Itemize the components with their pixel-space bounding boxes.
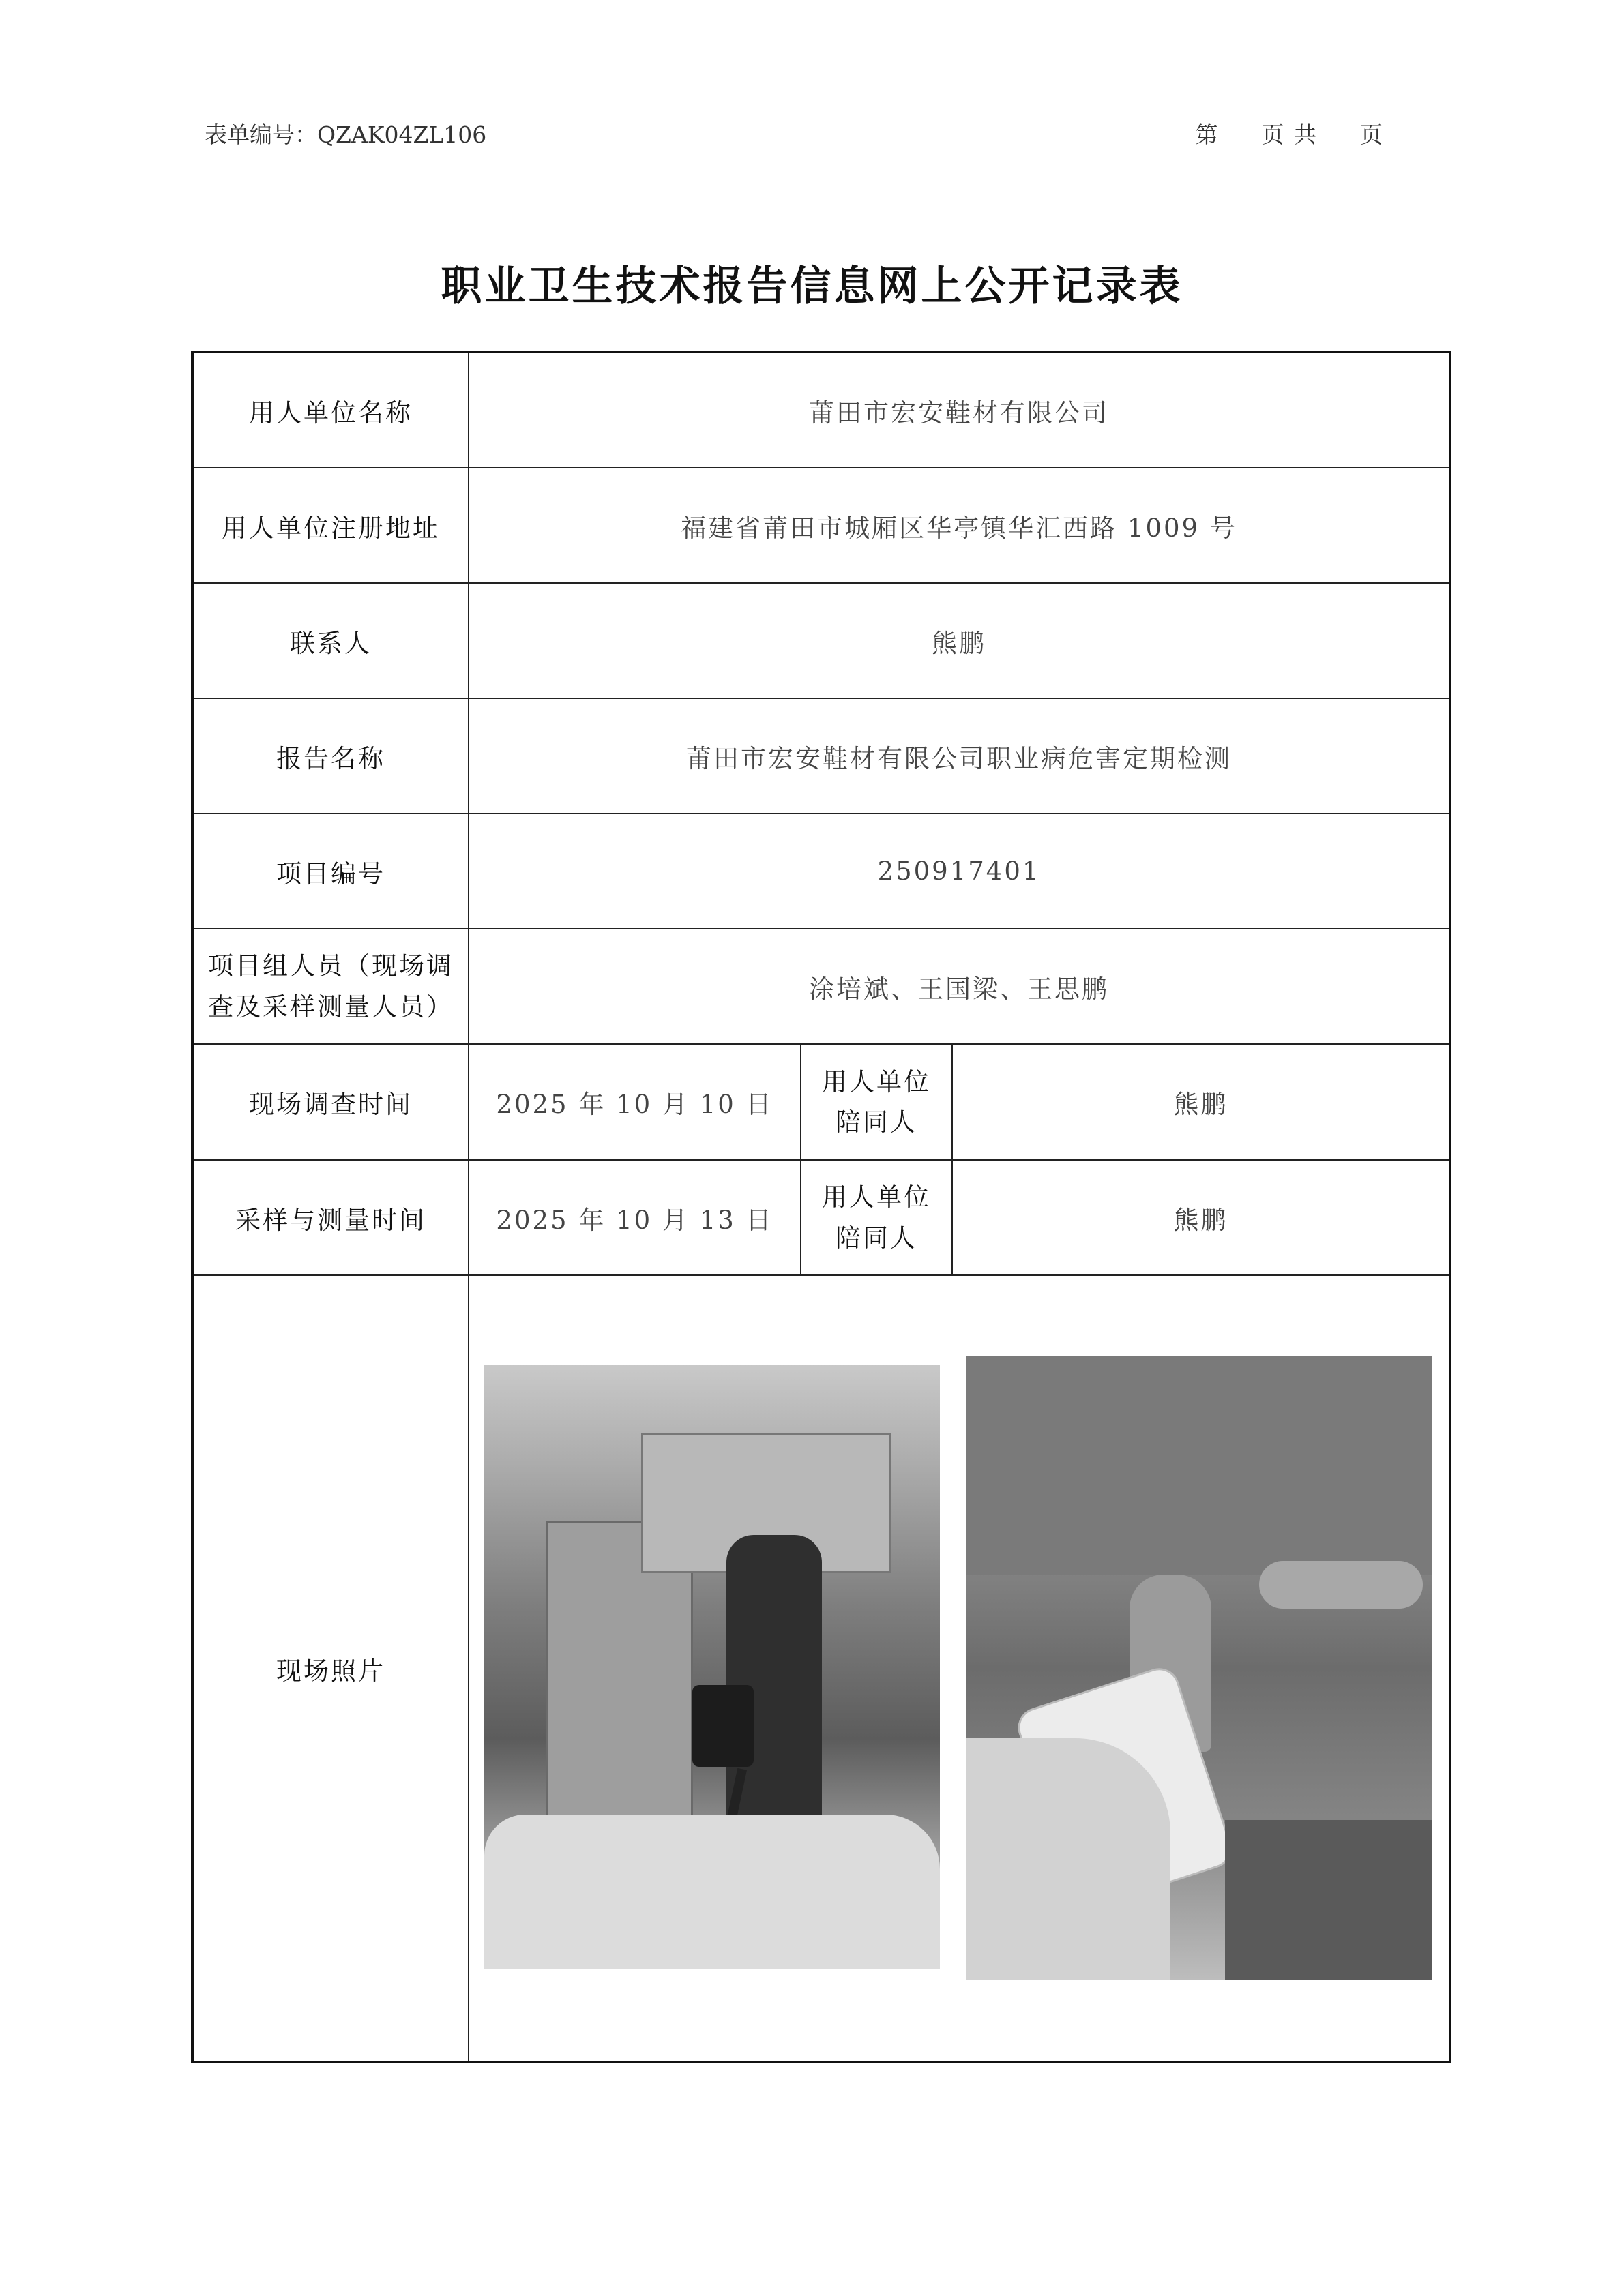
report-name-value: 莆田市宏安鞋材有限公司职业病危害定期检测 [469, 698, 1450, 814]
row-team [192, 929, 1450, 1044]
report-name-label: 报告名称 [192, 698, 469, 814]
sampling-time-value: 2025 年 10 月 13 日 [469, 1160, 801, 1275]
team-label-line2: 查及采样测量人员） [208, 992, 454, 1022]
row-survey-time [192, 1044, 1450, 1160]
project-no-label: 项目编号 [192, 814, 469, 929]
page-indicator [1196, 117, 1385, 149]
document-title: 职业卫生技术报告信息网上公开记录表 [441, 263, 1183, 310]
page-ye: 页 [1360, 121, 1384, 148]
employer-address-value: 福建省莆田市城厢区华亭镇华汇西路 1009 号 [469, 468, 1450, 583]
survey-time-label: 现场调查时间 [192, 1044, 469, 1160]
row-contact [192, 583, 1450, 698]
record-table [191, 351, 1451, 2063]
row-project-no [192, 814, 1450, 929]
sampling-time-label: 采样与测量时间 [192, 1160, 469, 1275]
contact-label: 联系人 [192, 583, 469, 698]
team-label [192, 929, 469, 1044]
site-photo-1 [484, 1365, 940, 1969]
row-sampling-time [192, 1160, 1450, 1275]
employer-name-value: 莆田市宏安鞋材有限公司 [469, 352, 1450, 468]
site-photo-2 [966, 1356, 1432, 1980]
sampling-escort-label-line1: 用人单位 [822, 1182, 931, 1212]
survey-time-value: 2025 年 10 月 10 日 [469, 1044, 801, 1160]
contact-value: 熊鹏 [469, 583, 1450, 698]
team-label-line1: 项目组人员（现场调 [208, 951, 454, 981]
page-ye-gong: 页 共 [1261, 121, 1318, 148]
row-employer-name [192, 352, 1450, 468]
employer-address-label: 用人单位注册地址 [192, 468, 469, 583]
photos-cell [469, 1275, 1450, 2062]
row-report-name [192, 698, 1450, 814]
row-photos [192, 1275, 1450, 2062]
survey-escort-label-line1: 用人单位 [822, 1067, 931, 1097]
sampling-escort-value: 熊鹏 [952, 1160, 1450, 1275]
row-employer-address [192, 468, 1450, 583]
team-value: 涂培斌、王国梁、王思鹏 [469, 929, 1450, 1044]
project-no-value: 250917401 [469, 814, 1450, 929]
photos-label: 现场照片 [192, 1275, 469, 2062]
survey-escort-value: 熊鹏 [952, 1044, 1450, 1160]
sampling-escort-label [801, 1160, 952, 1275]
sampling-escort-label-line2: 陪同人 [836, 1223, 917, 1253]
employer-name-label: 用人单位名称 [192, 352, 469, 468]
page-di: 第 [1195, 121, 1220, 148]
survey-escort-label-line2: 陪同人 [836, 1107, 917, 1137]
form-number: 表单编号：QZAK04ZL106 [205, 121, 487, 148]
survey-escort-label [801, 1044, 952, 1160]
